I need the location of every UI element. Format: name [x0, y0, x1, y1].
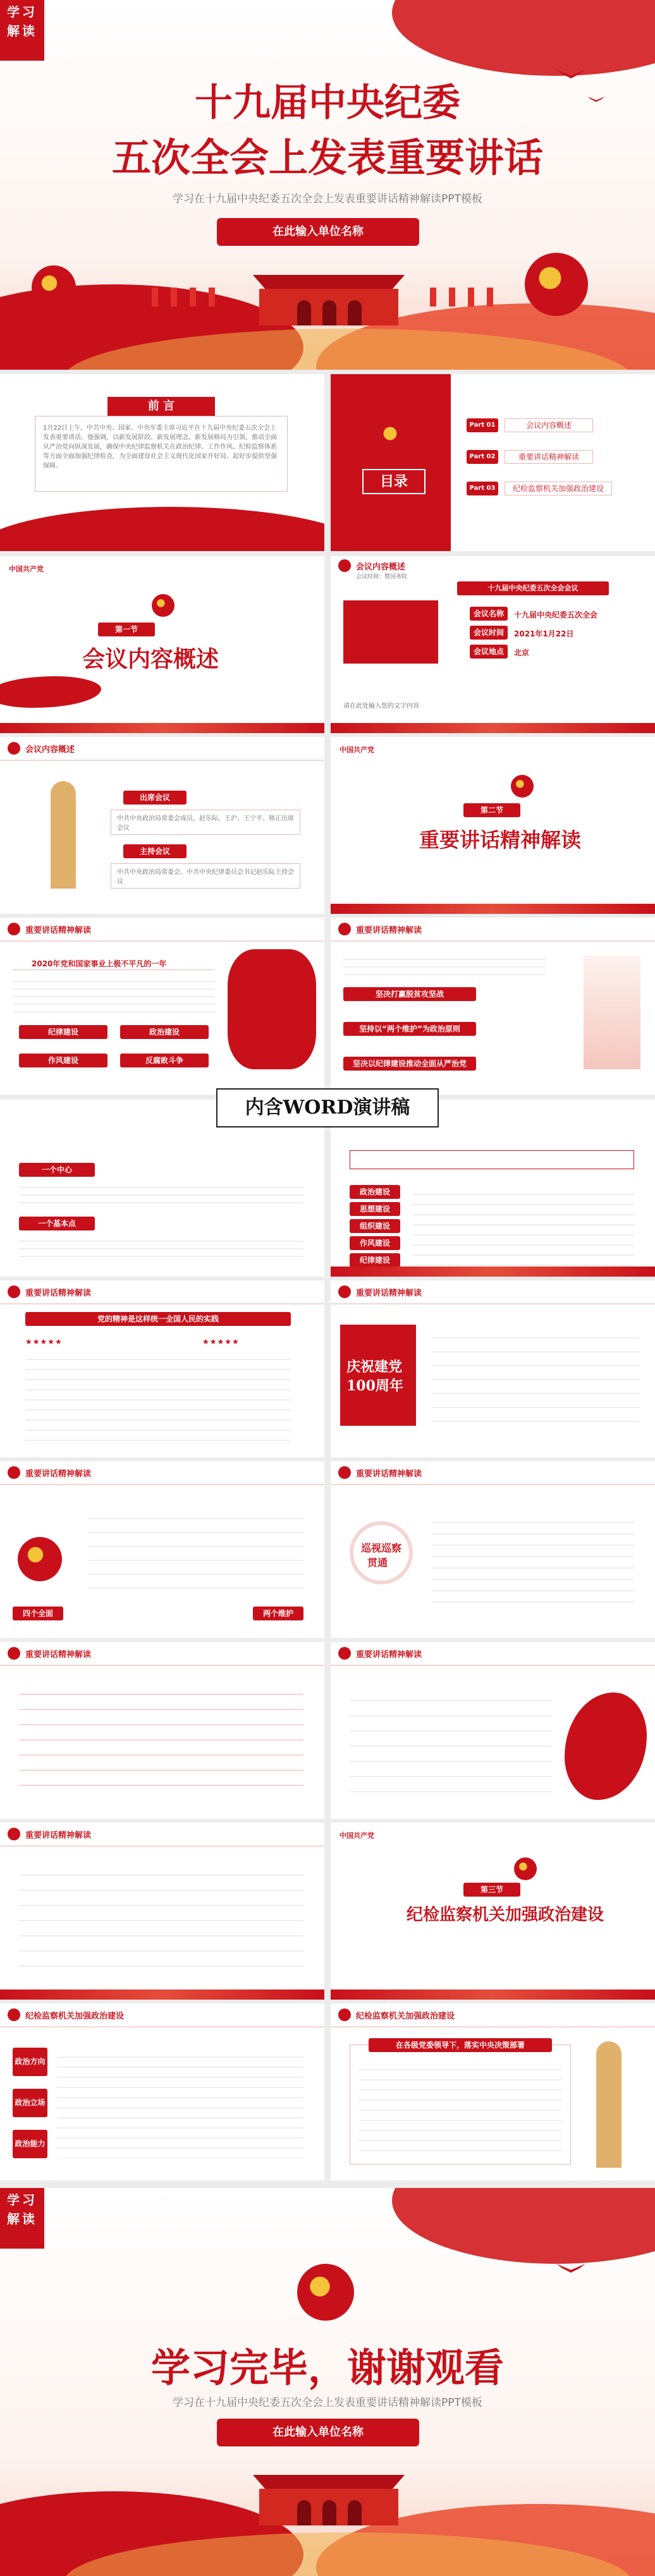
meeting-value-3: 北京: [514, 648, 530, 657]
slide-header: 会议内容概述: [0, 737, 324, 761]
s10-head-1: 坚决打赢脱贫攻坚战: [343, 987, 476, 1001]
s14-text: [432, 1325, 640, 1432]
preface-title: 前 言: [107, 397, 215, 416]
emblem-icon: [338, 1647, 351, 1660]
s21-text: [57, 2048, 303, 2158]
toc-left-panel: [331, 374, 451, 551]
toc-item-2[interactable]: 重要讲话精神解读: [505, 450, 593, 464]
toc-part-3: Part 03: [467, 482, 498, 495]
host-button: 主持会议: [123, 844, 187, 858]
ending-subtitle: 学习在十九届中央纪委五次全会上发表重要讲话精神解读PPT模板: [173, 2397, 482, 2409]
slide-header: 重要讲话精神解读: [0, 1280, 324, 1304]
party-emblem-icon: [297, 2264, 354, 2321]
meeting-slide: [331, 556, 655, 733]
speech-slide-9: [0, 918, 324, 1095]
speech-slide-18: [331, 1642, 655, 1819]
section1-slide: [0, 556, 324, 733]
s12-btn-3: 组织建设: [350, 1219, 400, 1233]
top-ribbon: [392, 0, 655, 76]
s13-text: [25, 1350, 291, 1445]
politics-slide-22: [331, 2003, 655, 2180]
party-logo: 中国共产党: [340, 1832, 374, 1840]
slide-footer: [331, 1990, 655, 2000]
cover-subtitle: 学习在十九届中央纪委五次全会上发表重要讲话精神解读PPT模板: [173, 193, 482, 205]
meeting-key-3: 会议地点: [470, 645, 508, 659]
top-ribbon: [392, 2188, 655, 2264]
emblem-icon: [8, 1466, 20, 1479]
politics-slide-21: [0, 2003, 324, 2180]
s12-text: [413, 1185, 634, 1267]
meeting-banner: 十九届中央纪委五次全会会议: [457, 581, 609, 595]
anniv-line1: 庆祝建党: [346, 1359, 403, 1375]
slide-header: 重要讲话精神解读: [0, 1823, 324, 1847]
circle-icon: [18, 1537, 62, 1581]
huabiao-icon: [51, 781, 76, 889]
party-emblem-icon: [525, 253, 588, 316]
party-emblem-icon: [511, 775, 534, 798]
meeting-key-2: 会议时间: [470, 626, 508, 640]
divider: [13, 969, 215, 970]
bottom-wave: [0, 507, 324, 551]
s9-text: [13, 975, 215, 1012]
s22-text: [359, 2060, 561, 2155]
slide-header: 重要讲话精神解读: [0, 1461, 324, 1485]
s11-text-2: [19, 1234, 303, 1263]
emblem-icon: [338, 2008, 351, 2021]
party-emblem-icon: [152, 594, 174, 617]
slide-header: 重要讲话精神解读: [331, 1280, 655, 1304]
section-tag: 第一节: [98, 623, 155, 636]
unit-name-button[interactable]: 在此输入单位名称: [217, 2419, 419, 2446]
s10-text: [343, 952, 546, 978]
tiananmen-icon: [240, 2475, 417, 2525]
unit-name-button[interactable]: 在此输入单位名称: [217, 218, 419, 246]
speech-slide-17: [0, 1642, 324, 1819]
emblem-icon: [8, 1285, 20, 1298]
meeting-key-1: 会议名称: [470, 607, 508, 621]
study-badge: 学习 解读: [0, 2188, 44, 2249]
cover-title-line2: 五次全会上发表重要讲话: [111, 135, 543, 181]
s9-btn-1: 纪律建设: [19, 1025, 107, 1039]
s11-text-1: [19, 1181, 303, 1209]
meeting-image: [343, 600, 438, 664]
s11-btn-2: 一个基本点: [19, 1217, 95, 1230]
speech-slide-19: [0, 1823, 324, 2000]
speech-slide-13: [0, 1280, 324, 1457]
red-ribbon: [0, 676, 101, 708]
emblem-icon: [338, 1466, 351, 1479]
word-script-badge: 内含WORD演讲稿: [216, 1088, 439, 1127]
preface-slide: [0, 374, 324, 551]
s12-btn-5: 纪律建设: [350, 1253, 400, 1267]
speech-slide-15: [0, 1461, 324, 1638]
overview2-slide: [0, 737, 324, 914]
speech-slide-14: [331, 1280, 655, 1457]
section-tag: 第三节: [463, 1883, 520, 1897]
toc-part-1: Part 01: [467, 418, 498, 432]
slide-footer: [331, 904, 655, 914]
slide-header: 纪检监察机关加强政治建设: [331, 2003, 655, 2027]
speech-slide-10: [331, 918, 655, 1095]
section-tag: 第二节: [463, 803, 520, 817]
speech-slide-16: [331, 1461, 655, 1638]
s22-ribbon: 在各级党委领导下，落实中央决策部署: [369, 2038, 552, 2052]
s21-label-3: 政治能力: [13, 2130, 47, 2158]
s11-btn-1: 一个中心: [19, 1163, 95, 1177]
s21-label-1: 政治方向: [13, 2048, 47, 2076]
s12-banner: [350, 1150, 634, 1169]
s10-head-3: 坚决以纪律建设推动全面从严治党: [343, 1057, 476, 1071]
s21-label-2: 政治立场: [13, 2089, 47, 2117]
meeting-value-2: 2021年1月22日: [514, 629, 574, 638]
slide-header: 重要讲话精神解读: [331, 1642, 655, 1666]
s12-btn-1: 政治建设: [350, 1185, 400, 1199]
ending-title: 学习完毕，谢谢观看: [150, 2345, 504, 2391]
s12-btn-4: 作风建设: [350, 1236, 400, 1250]
red-flag-image: [565, 1692, 647, 1800]
s19-text: [19, 1861, 303, 1974]
slide-header: 纪检监察机关加强政治建设: [0, 2003, 324, 2027]
slide-footer: [0, 1990, 324, 2000]
circle-line2: 贯通: [367, 1557, 388, 1569]
s9-btn-3: 作风建设: [19, 1054, 107, 1067]
s16-text: [432, 1512, 634, 1607]
toc-item-3[interactable]: 纪检监察机关加强政治建设: [505, 482, 612, 495]
party-emblem-icon: [514, 1857, 537, 1880]
s18-text: [350, 1686, 552, 1794]
ending-slide: [0, 2188, 655, 2576]
meeting-small: 会议时间：暨国务院: [356, 574, 408, 580]
section-title: 会议内容概述: [82, 646, 219, 672]
attend-button: 出席会议: [123, 791, 187, 805]
emblem-icon: [338, 559, 351, 572]
s9-title: 2020年党和国家事业上极不平凡的一年: [32, 959, 167, 968]
s10-head-2: 坚持以“两个维护”为政治原则: [343, 1022, 476, 1036]
star-icon: [32, 265, 76, 310]
bird-icon: [556, 2264, 585, 2273]
s15-text: [89, 1505, 303, 1600]
section-title: 重要讲话精神解读: [419, 828, 582, 852]
s17-text: [19, 1680, 303, 1800]
s15-side-1: 四个全面: [13, 1607, 63, 1620]
emblem-icon: [8, 1647, 20, 1660]
slide-header: 重要讲话精神解读: [331, 918, 655, 942]
star-rating: ★★★★★: [25, 1337, 63, 1346]
toc-heading: 目录: [362, 469, 425, 494]
party-emblem-icon: [375, 418, 413, 456]
meeting-value-1: 十九届中央纪委五次全会: [514, 611, 598, 619]
host-text: 中共中央政治局常委会、中共中央纪律委员会书记赵乐际主持会议: [117, 869, 294, 885]
s9-btn-4: 反腐败斗争: [120, 1054, 209, 1067]
cover-title-line1: 十九届中央纪委: [195, 81, 460, 125]
toc-part-2: Part 02: [467, 450, 498, 464]
slide-footer: [0, 723, 324, 733]
s9-btn-2: 政治建设: [120, 1025, 209, 1039]
section-title: 纪检监察机关加强政治建设: [407, 1905, 604, 1924]
slide-header: 重要讲话精神解读: [0, 918, 324, 942]
section2-slide: [331, 737, 655, 914]
cover-slide: [0, 0, 655, 370]
emblem-icon: [8, 2008, 20, 2021]
s15-side-2: 两个维护: [253, 1607, 303, 1620]
circle-line1: 巡视巡察: [361, 1542, 402, 1554]
tiananmen-icon: [240, 275, 417, 325]
meeting-note: 请在此处输入您的文字内容: [343, 703, 419, 710]
emblem-icon: [8, 1828, 20, 1840]
attend-text: 中共中央政治局常委会成员，赵乐际、王沪、王宁平、韩正出席会议: [117, 815, 294, 832]
emblem-icon: [338, 1285, 351, 1298]
s13-ribbon: 党的精神是这样统一全国人民的实践: [25, 1312, 291, 1326]
slide-footer: [331, 723, 655, 733]
study-badge: 学习 解读: [0, 0, 44, 61]
s12-btn-2: 思想建设: [350, 1202, 400, 1216]
toc-slide: [331, 374, 655, 551]
decor-image: [584, 956, 640, 1069]
slide-footer: [331, 1267, 655, 1277]
slide-header: 重要讲话精神解读: [0, 1642, 324, 1666]
slide-header: 会议内容概述: [331, 556, 655, 575]
huabiao-icon: [596, 2041, 621, 2168]
emblem-icon: [8, 742, 20, 755]
party-logo: 中国共产党: [9, 565, 44, 573]
preface-text: 1月22日上午，中共中央、国家、中央军委主席习近平在十九届中央纪委五次全会上发表重要讲话。他强调，以新发展阶段、新发展理念、新发展格局为引领，推动全面从严治党向纵深发展，确保中央纪律监察机关在政治纪律、工作作风、纪检监察体系等方面全面加强纪律检查，为全面建设社会主义现代化国家开好局、起好步提供坚强保障。: [43, 425, 277, 470]
party-logo: 中国共产党: [340, 746, 374, 754]
toc-item-1[interactable]: 会议内容概述: [505, 418, 593, 432]
emblem-icon: [8, 923, 20, 935]
emblem-icon: [338, 923, 351, 935]
statue-image: [228, 949, 316, 1069]
slide-header: 重要讲话精神解读: [331, 1461, 655, 1485]
anniv-line2: 100周年: [346, 1378, 403, 1394]
section3-slide: [331, 1823, 655, 2000]
star-rating: ★★★★★: [202, 1337, 240, 1346]
